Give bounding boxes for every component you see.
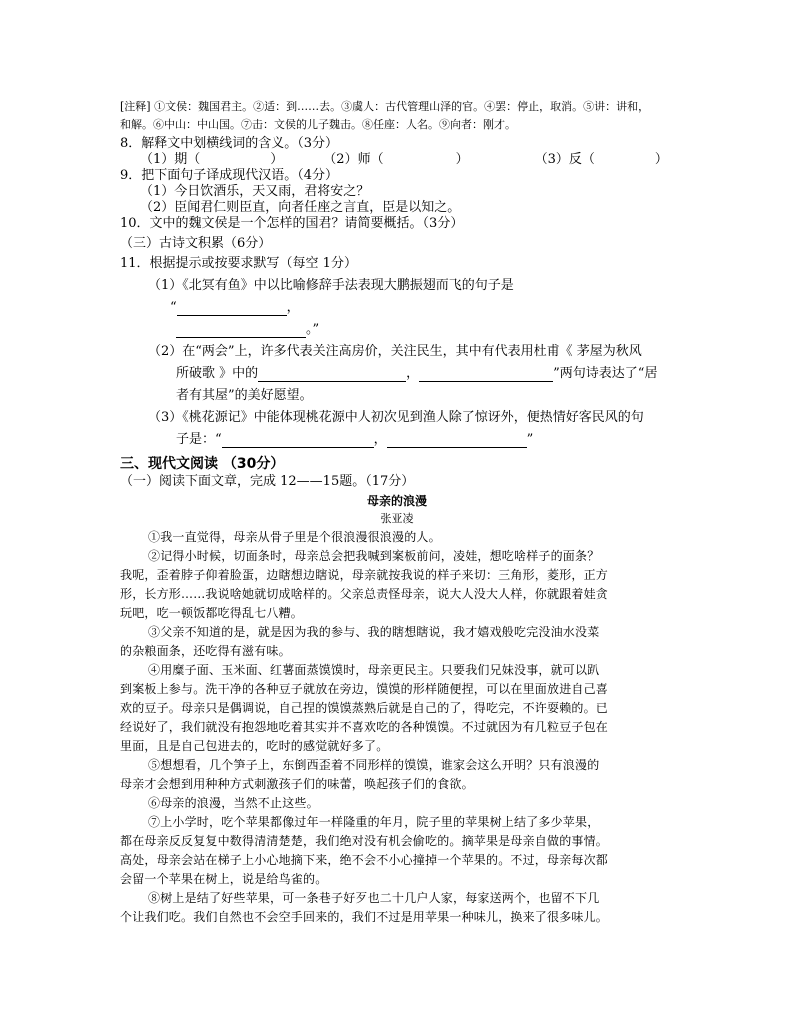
q8-item-1-open: （1）期（ xyxy=(140,152,201,167)
essay-line-16: ⑦上小学时，吃个苹果都像过年一样隆重的年月，院子里的苹果树上结了多少苹果， xyxy=(148,815,600,829)
q8-item-2-open: （2）师（ xyxy=(323,152,384,167)
q11-blank-1[interactable] xyxy=(177,302,287,316)
question-10: 10．文中的魏文侯是一个怎样的国君？请简要概括。（3分） xyxy=(120,216,464,231)
q11-close-quote: 。” xyxy=(306,322,320,337)
q11-part-1-blank-1-row xyxy=(170,300,300,316)
annotation-line-2: 和解。⑥中山：中山国。⑦击：文侯的儿子魏击。⑧任座：人名。⑨向者：刚才。 xyxy=(120,118,516,131)
essay-line-21: 个让我们吃。我们自然也不会空手回来的，我们不过是用苹果一种味儿，换来了很多味儿。 xyxy=(120,910,609,924)
essay-line-19: 会留一个苹果在树上，说是给鸟雀的。 xyxy=(120,872,328,886)
q11-part-1-blank-2-row xyxy=(176,322,319,338)
q11-part-3-blank-row xyxy=(176,432,533,448)
essay-line-12: 里面，且是自己包进去的，吃时的感觉就好多了。 xyxy=(120,739,389,753)
q11-part-3-prompt: （3）《桃花源记》中能体现桃花源中人初次见到渔人除了惊讶外，便热情好客民风的句 xyxy=(148,410,644,425)
essay-line-20: ⑧树上是结了好些苹果，可一条巷子好歹也二十几户人家，每家送两个，也留不下几 xyxy=(148,891,600,905)
q11-part-2-blank-row xyxy=(176,366,657,382)
q11-comma-2: ， xyxy=(406,366,420,381)
q8-item-3-open: （3）反（ xyxy=(534,152,595,167)
essay-line-11: 经说好了，我们就没有抱怨地吃着其实并不喜欢吃的各种馍馍。不过就因为有几粒豆子包在 xyxy=(120,720,609,734)
question-9-sentence-1: （1）今日饮酒乐，天又雨，君将安之？ xyxy=(140,184,370,199)
q11-blank-2[interactable] xyxy=(176,324,306,338)
essay-line-15: ⑥母亲的浪漫，当然不止这些。 xyxy=(148,796,319,810)
section-ancient-poetry: （三）古诗文积累（6分） xyxy=(120,236,272,251)
essay-line-8: ④用糜子面、玉米面、红薯面蒸馍馍时，母亲更民主。只要我们兄妹没事，就可以趴 xyxy=(148,663,600,677)
question-9: 9．把下面句子译成现代汉语。（4分） xyxy=(120,168,339,183)
essay-line-4: 形，长方形……我说啥她就切成啥样的。父亲总责怪母亲，说大人没大人样，你就跟着娃贪 xyxy=(120,587,609,601)
essay-line-10: 欢的豆子。母亲只是偶调说，自己捏的馍馍蒸熟后就是自己的了，得吃完，不许耍赖的。已 xyxy=(120,701,609,715)
q11-blank-5[interactable] xyxy=(222,434,374,448)
question-8-items xyxy=(140,152,668,168)
essay-line-7: 的杂粮面条，还吃得有滋有味。 xyxy=(120,644,291,658)
essay-author: 张亚凌 xyxy=(380,512,414,525)
question-8: 8．解释文中划横线词的含义。（3分） xyxy=(120,136,339,151)
essay-line-1: ①我一直觉得，母亲从骨子里是个很浪漫很浪漫的人。 xyxy=(148,530,441,544)
q11-part-2-lead: 所破歌 》中的 xyxy=(176,366,259,381)
essay-line-14: 母亲才会想到用种种方式刺激孩子们的味蕾，唤起孩子们的食欲。 xyxy=(120,777,474,791)
q11-blank-6[interactable] xyxy=(387,434,527,448)
essay-line-18: 高处，母亲会站在梯子上小心地摘下来，绝不会不小心撞掉一个苹果的。不过，母亲每次都 xyxy=(120,853,609,867)
essay-title: 母亲的浪漫 xyxy=(366,494,427,508)
essay-line-5: 玩吧，吃一顿饭都吃得乱七八糟。 xyxy=(120,606,304,620)
essay-line-17: 都在母亲反反复复中数得清清楚楚，我们绝对没有机会偷吃的。摘苹果是母亲自做的事情。 xyxy=(120,834,609,848)
essay-line-9: 到案板上参与。洗干净的各种豆子就放在旁边，馍馍的形样随便捏，可以在里面放进自己喜 xyxy=(120,682,609,696)
essay-line-2: ②记得小时候，切面条时，母亲总会把我喊到案板前问，凌娃，想吃啥样子的面条？ xyxy=(148,549,600,563)
section-modern-reading: 三、现代文阅读 （30分） xyxy=(120,456,285,472)
q8-item-2-close: ） xyxy=(455,152,469,167)
essay-line-3: 我呢，歪着脖子仰着脸蛋，边瞎想边瞎说，母亲就按我说的样子来切：三角形，菱形，正方 xyxy=(120,568,609,582)
q8-item-1-close: ） xyxy=(270,152,284,167)
question-11: 11．根据提示或按要求默写（每空 1分） xyxy=(120,256,357,271)
reading-subsection-1: （一）阅读下面文章，完成 12——15题。（17分） xyxy=(120,474,415,489)
q11-comma-1: ， xyxy=(286,300,300,315)
essay-line-13: ⑤想想看，几个笋子上，东倒西歪着不同形样的馍馍，谁家会这么开明？只有浪漫的 xyxy=(148,758,600,772)
q11-comma-3: ， xyxy=(373,432,387,447)
q11-blank-4[interactable] xyxy=(419,368,553,382)
q11-part-2-tail: ”两句诗表达了“居 xyxy=(553,366,658,381)
q11-part-3-close-quote: ” xyxy=(526,432,534,447)
annotation-line-1: [注释] ①文侯：魏国君主。②适：到……去。③虞人：古代管理山泽的官。④罢：停止，取消。⑤讲：讲和， xyxy=(120,100,650,113)
q11-part-2-prompt: （2）在“两会”上，许多代表关注高房价，关注民生，其中有代表用杜甫《 茅屋为秋风 xyxy=(148,344,642,359)
essay-line-6: ③父亲不知道的是，就是因为我的参与、我的瞎想瞎说，我才嬉戏般吃完没油水没菜 xyxy=(148,625,600,639)
q11-blank-3[interactable] xyxy=(258,368,406,382)
q11-open-quote: “ xyxy=(170,300,177,315)
q8-item-3-close: ） xyxy=(654,152,668,167)
q11-part-1-prompt: （1）《北冥有鱼》中以比喻修辞手法表现大鹏振翅而飞的句子是 xyxy=(148,278,514,293)
q11-part-3-lead: 子是：“ xyxy=(176,432,222,447)
q11-part-2-end: 者有其屋”的美好愿望。 xyxy=(176,388,313,403)
question-9-sentence-2: （2）臣闻君仁则臣直，向者任座之言直，臣是以知之。 xyxy=(140,200,461,215)
